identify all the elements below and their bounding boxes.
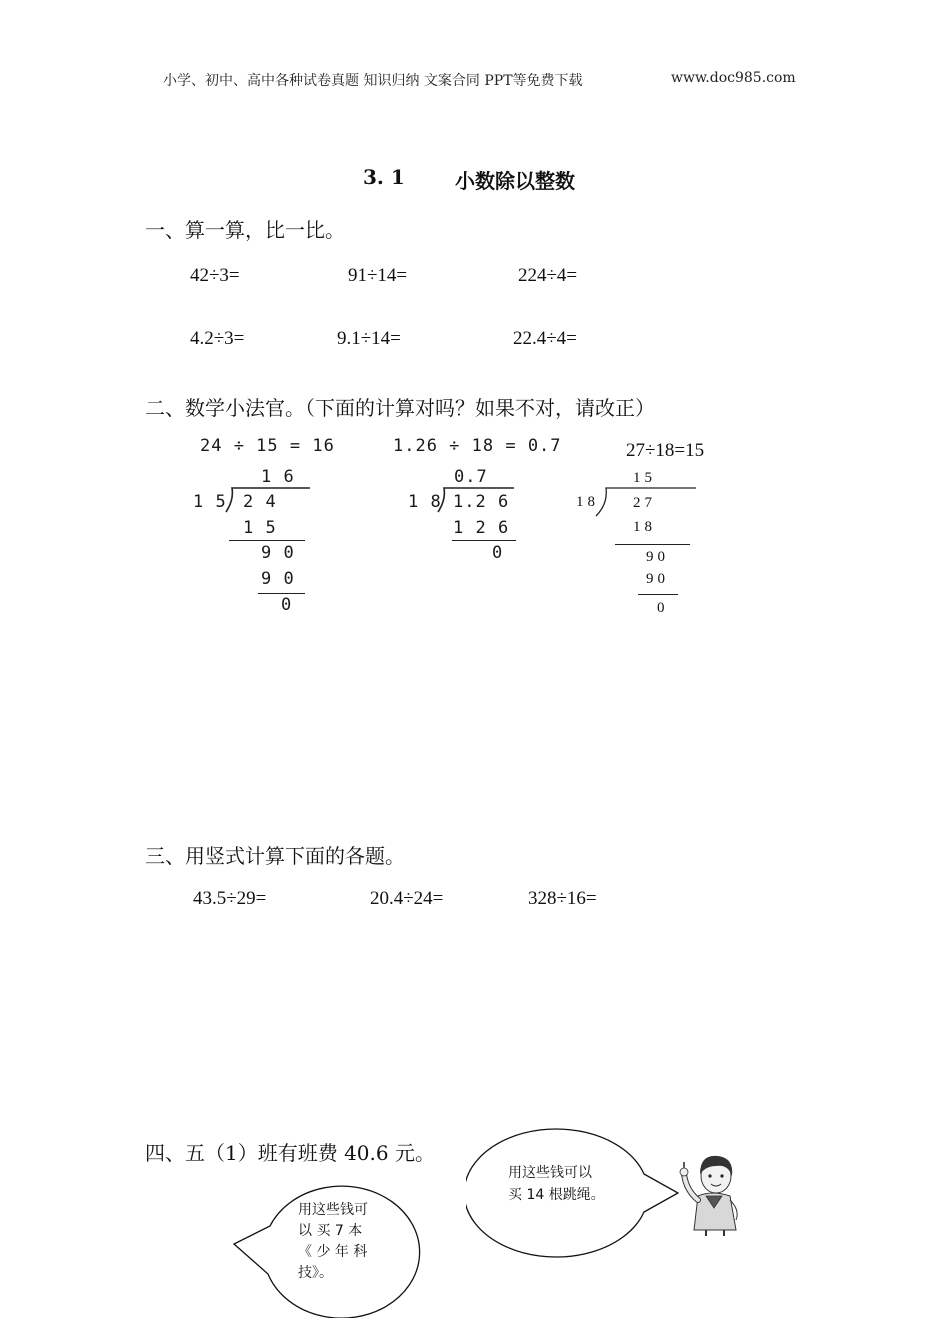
p2-divisor: 1 8 — [408, 492, 442, 512]
p3-line1 — [615, 544, 690, 545]
bubble-left-line1: 用这些钱可 — [298, 1202, 368, 1218]
p3-line2 — [638, 594, 678, 595]
p1-equation: 24 ÷ 15 = 16 — [200, 436, 335, 456]
p3-remainder: 0 — [657, 600, 669, 616]
p1-dividend: 2 4 — [243, 492, 277, 512]
s1-row2-eq3: 22.4÷4= — [513, 328, 577, 349]
header-right: www.doc985.com — [671, 70, 796, 86]
p3-step1: 18 — [633, 519, 656, 535]
p3-step3: 90 — [646, 571, 669, 587]
s3-problem1: 43.5÷29= — [193, 888, 267, 909]
p2-equation: 1.26 ÷ 18 = 0.7 — [393, 436, 562, 456]
bubble-left-line4: 技》。 — [298, 1265, 333, 1281]
p1-step2: 9 0 — [261, 543, 295, 563]
s3-problem3: 328÷16= — [528, 888, 597, 909]
p3-step2: 90 — [646, 549, 669, 565]
section1-heading: 一、算一算，比一比。 — [145, 218, 345, 242]
bubble-left-line3: 《 少 年 科 — [298, 1244, 368, 1260]
bubble-left-text — [298, 1200, 368, 1284]
p2-remainder: 0 — [492, 543, 504, 563]
p1-line1 — [229, 540, 305, 541]
p1-step3: 9 0 — [261, 569, 295, 589]
page-title: 小数除以整数 — [455, 169, 575, 193]
p1-line2 — [258, 593, 305, 594]
p2-dividend: 1.2 6 — [453, 492, 510, 512]
p2-step1: 1 2 6 — [453, 518, 510, 538]
section2-heading: 二、数学小法官。（下面的计算对吗？如果不对，请改正） — [145, 396, 655, 420]
s1-row2-eq2: 9.1÷14= — [337, 328, 401, 349]
s1-row2-eq1: 4.2÷3= — [190, 328, 245, 349]
section3-heading: 三、用竖式计算下面的各题。 — [145, 844, 405, 868]
boy-illustration — [676, 1144, 752, 1236]
title-number: 3. 1 — [363, 165, 405, 189]
p1-remainder: 0 — [281, 595, 293, 615]
p3-divisor: 18 — [576, 494, 599, 510]
p3-equation: 27÷18=15 — [626, 440, 705, 461]
s1-row1-eq3: 224÷4= — [518, 265, 578, 286]
section4-heading: 四、五（1）班有班费 40.6 元。 — [145, 1141, 435, 1165]
bubble-right-text — [508, 1162, 605, 1206]
p2-line1 — [452, 540, 516, 541]
bubble-right-line2: 买 14 根跳绳。 — [508, 1187, 605, 1203]
p1-step1: 1 5 — [243, 518, 277, 538]
p1-divisor: 1 5 — [193, 492, 227, 512]
p2-quotient: 0.7 — [454, 467, 488, 487]
bubble-right-line1: 用这些钱可以 — [508, 1165, 592, 1181]
header-left: 小学、初中、高中各种试卷真题 知识归纳 文案合同 PPT等免费下载 — [163, 73, 583, 89]
s1-row1-eq2: 91÷14= — [348, 265, 408, 286]
s1-row1-eq1: 42÷3= — [190, 265, 240, 286]
p3-dividend: 27 — [633, 495, 656, 511]
p1-quotient: 1 6 — [261, 467, 295, 487]
p3-quotient: 15 — [633, 470, 656, 486]
s3-problem2: 20.4÷24= — [370, 888, 444, 909]
bubble-left-line2: 以 买 7 本 — [298, 1223, 363, 1239]
